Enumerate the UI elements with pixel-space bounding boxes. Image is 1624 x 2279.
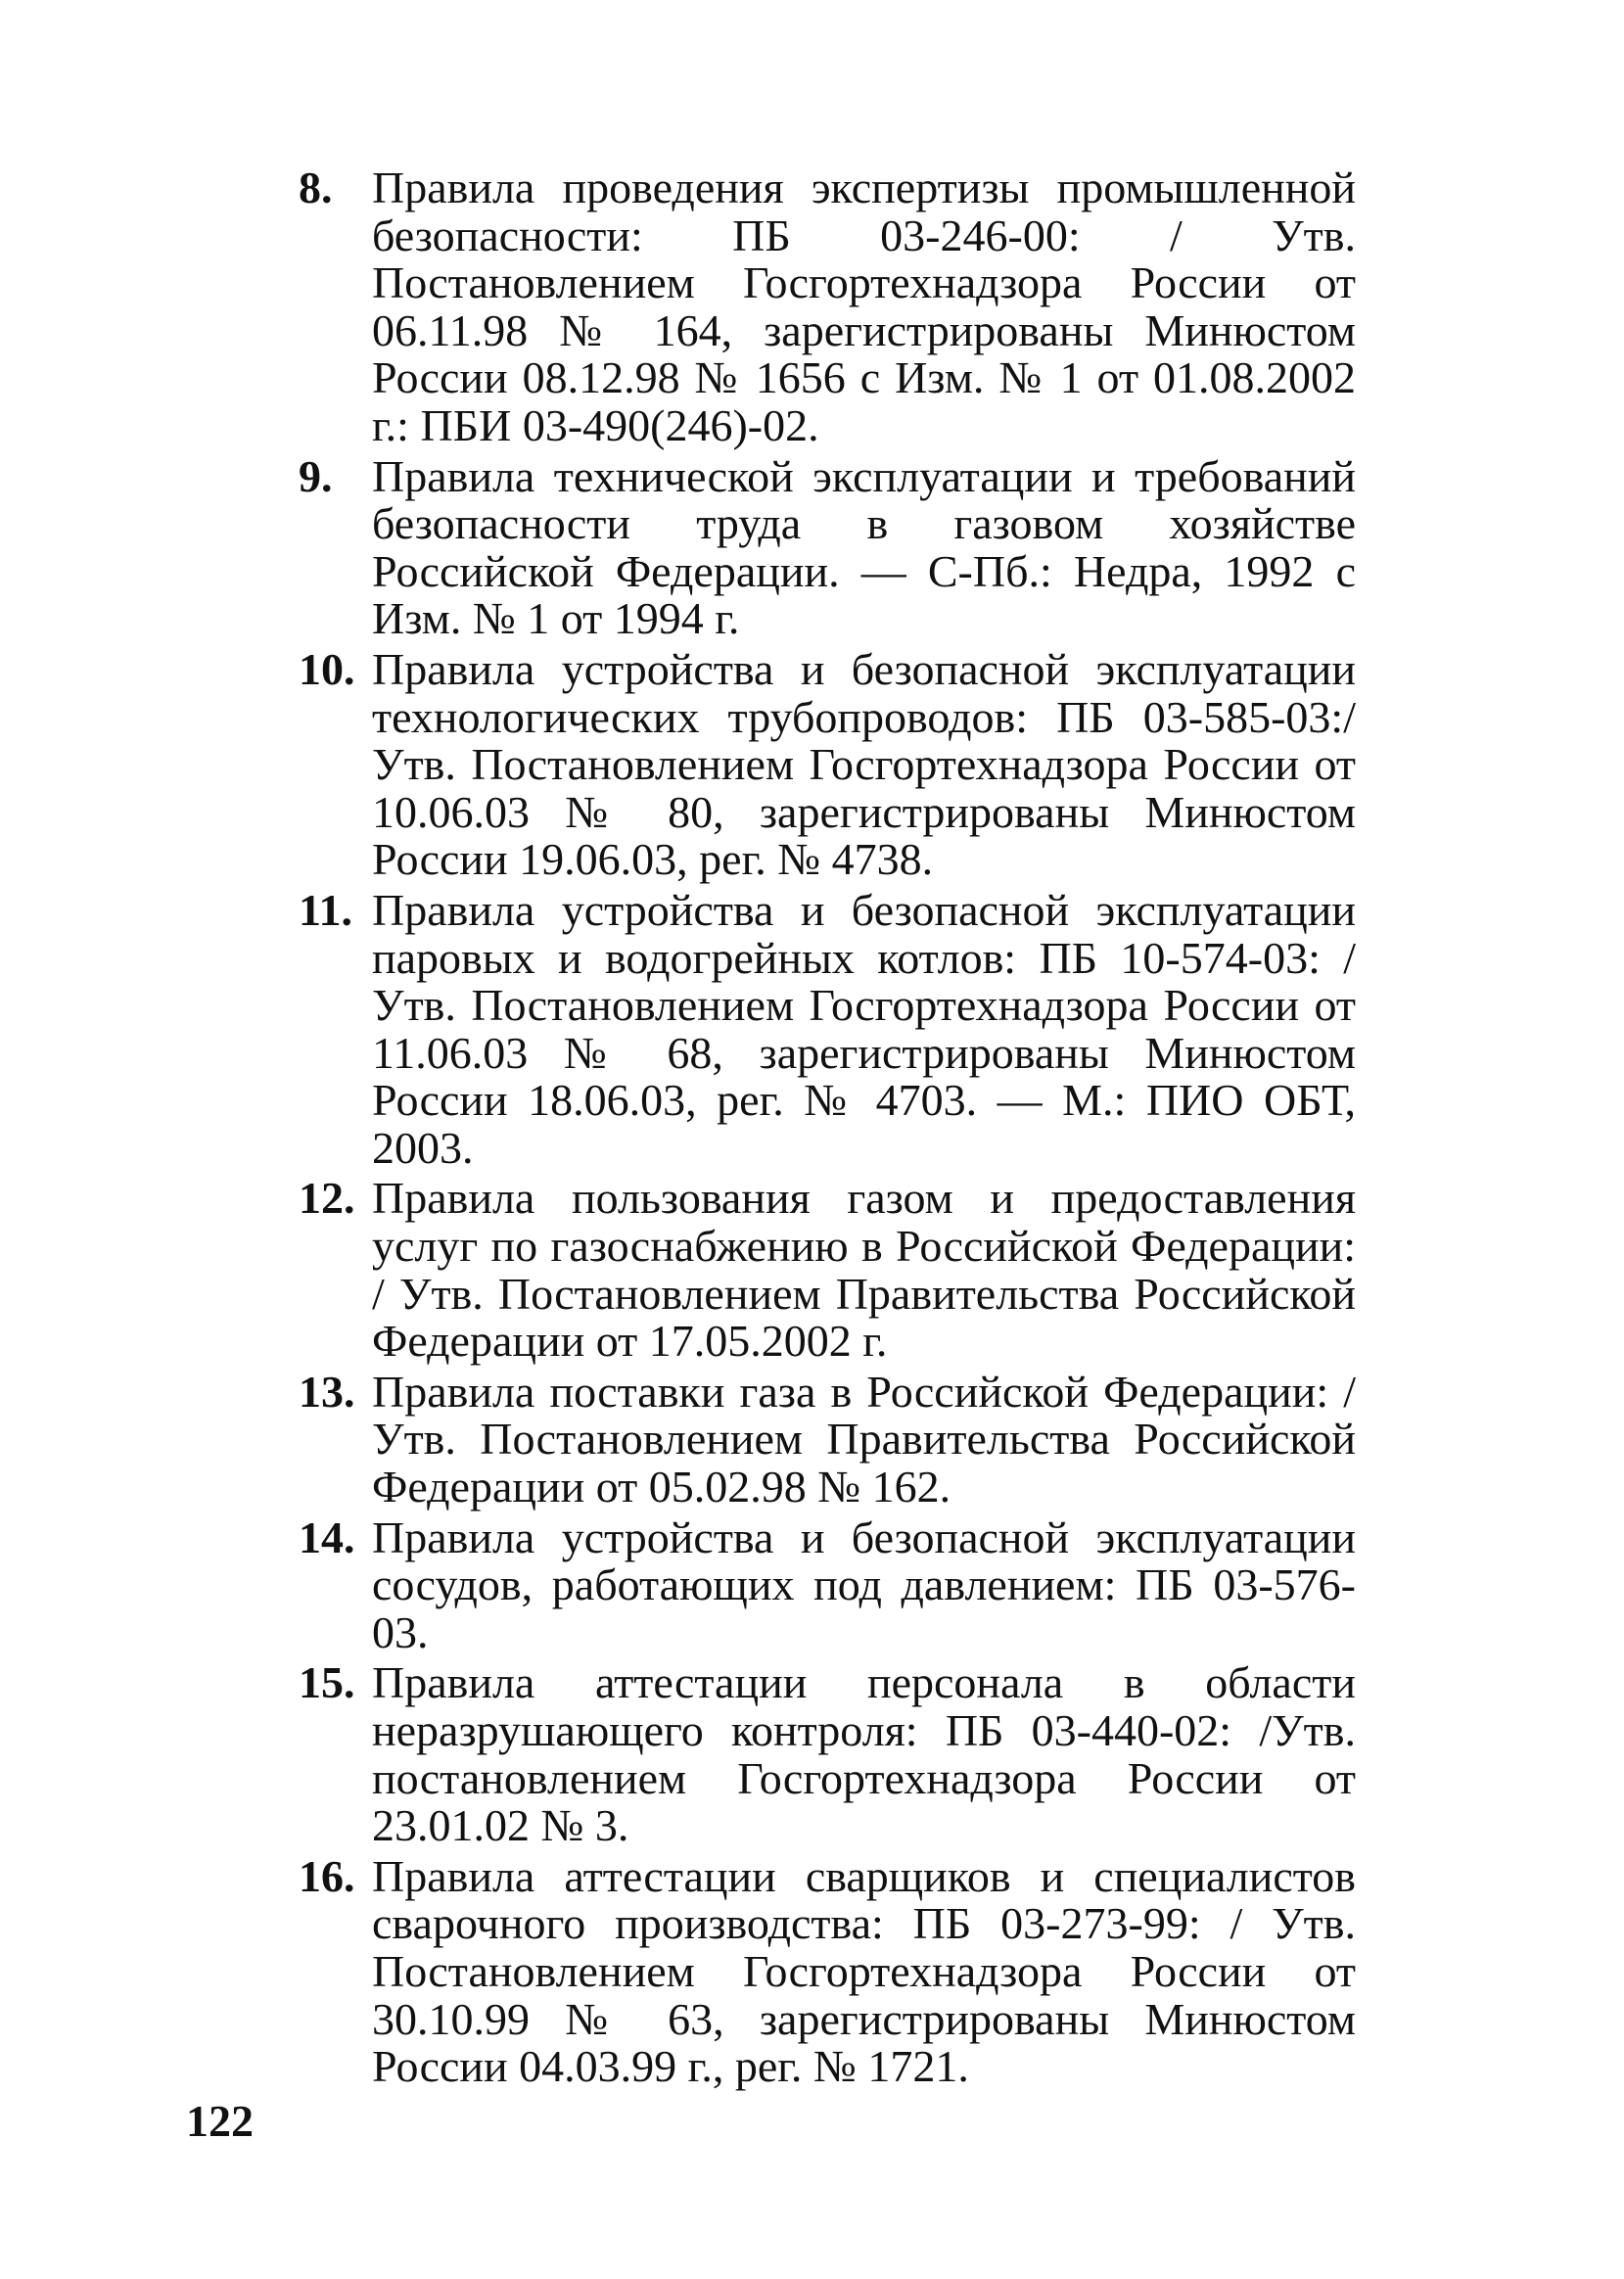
reference-text: Правила поставки газа в Российской Федерации: / Утв. Постановлением Правительства Российской Федерации от 05.02.98 № 162. (372, 1366, 1356, 1512)
reference-number: 13. (299, 1366, 355, 1417)
reference-text: Правила пользования газом и предоставления услуг по газоснабжению в Российской Федерации: / Утв. Постановлением Правительства Российской Федерации от 17.05.2002 г. (372, 1173, 1356, 1367)
reference-item (299, 1366, 1356, 1512)
reference-number: 14. (299, 1512, 355, 1562)
reference-text: Правила аттестации персонала в области неразрушающего контроля: ПБ 03-440-02: /Утв. постановлением Госгортехнадзора России от 23.01.02 № 3. (372, 1657, 1356, 1851)
reference-item (299, 884, 1356, 1173)
reference-text: Правила устройства и безопасной эксплуатации технологических трубопроводов: ПБ 03-585-03:/Утв. Постановлением Госгортехнадзора России от 10.06.03 № 80, зарегистрированы Минюстом России 19.06.03, рег. № 4738. (372, 643, 1356, 885)
reference-list (299, 164, 1356, 2094)
reference-item (299, 1175, 1356, 1365)
reference-text: Правила аттестации сварщиков и специалистов сварочного производства: ПБ 03-273-99: / Утв. Постановлением Госгортехнадзора России от 30.10.99 № 63, зарегистрированы Минюстом России 04.03.99 г., рег. № 1721. (372, 1850, 1356, 2092)
reference-number: 15. (299, 1657, 355, 1708)
reference-text: Правила технической эксплуатации и требований безопасности труда в газовом хозяйстве Российской Федерации. — С-Пб.: Недра, 1992 с Изм. № 1 от 1994 г. (372, 450, 1356, 644)
reference-text: Правила проведения экспертизы промышленной безопасности: ПБ 03-246-00: / Утв. Постановлением Госгортехнадзора России от 06.11.98 № 164, зарегистрированы Минюстом России 08.12.98 № 1656 с Изм. № 1 от 01.08.2002 г.: ПБИ 03-490(246)-02. (372, 163, 1356, 450)
reference-number: 9. (299, 450, 333, 501)
reference-number: 11. (299, 884, 352, 935)
reference-text: Правила устройства и безопасной эксплуатации сосудов, работающих под давлением: ПБ 03-576-03. (372, 1512, 1356, 1657)
reference-number: 10. (299, 643, 355, 694)
reference-item (299, 1850, 1356, 2092)
reference-item (299, 1659, 1356, 1849)
reference-item (299, 643, 1356, 885)
reference-item (299, 450, 1356, 644)
reference-item (299, 1514, 1356, 1657)
reference-item (299, 164, 1356, 450)
reference-text: Правила устройства и безопасной эксплуатации паровых и водогрейных котлов: ПБ 10-574-03: /Утв. Постановлением Госгортехнадзора России от 11.06.03 № 68, зарегистрированы Минюстом России 18.06.03, рег. № 4703. — М.: ПИО ОБТ, 2003. (372, 884, 1356, 1173)
reference-number: 12. (299, 1173, 355, 1224)
page-number: 122 (186, 2096, 254, 2146)
reference-number: 16. (299, 1850, 355, 1901)
reference-number: 8. (299, 163, 333, 212)
